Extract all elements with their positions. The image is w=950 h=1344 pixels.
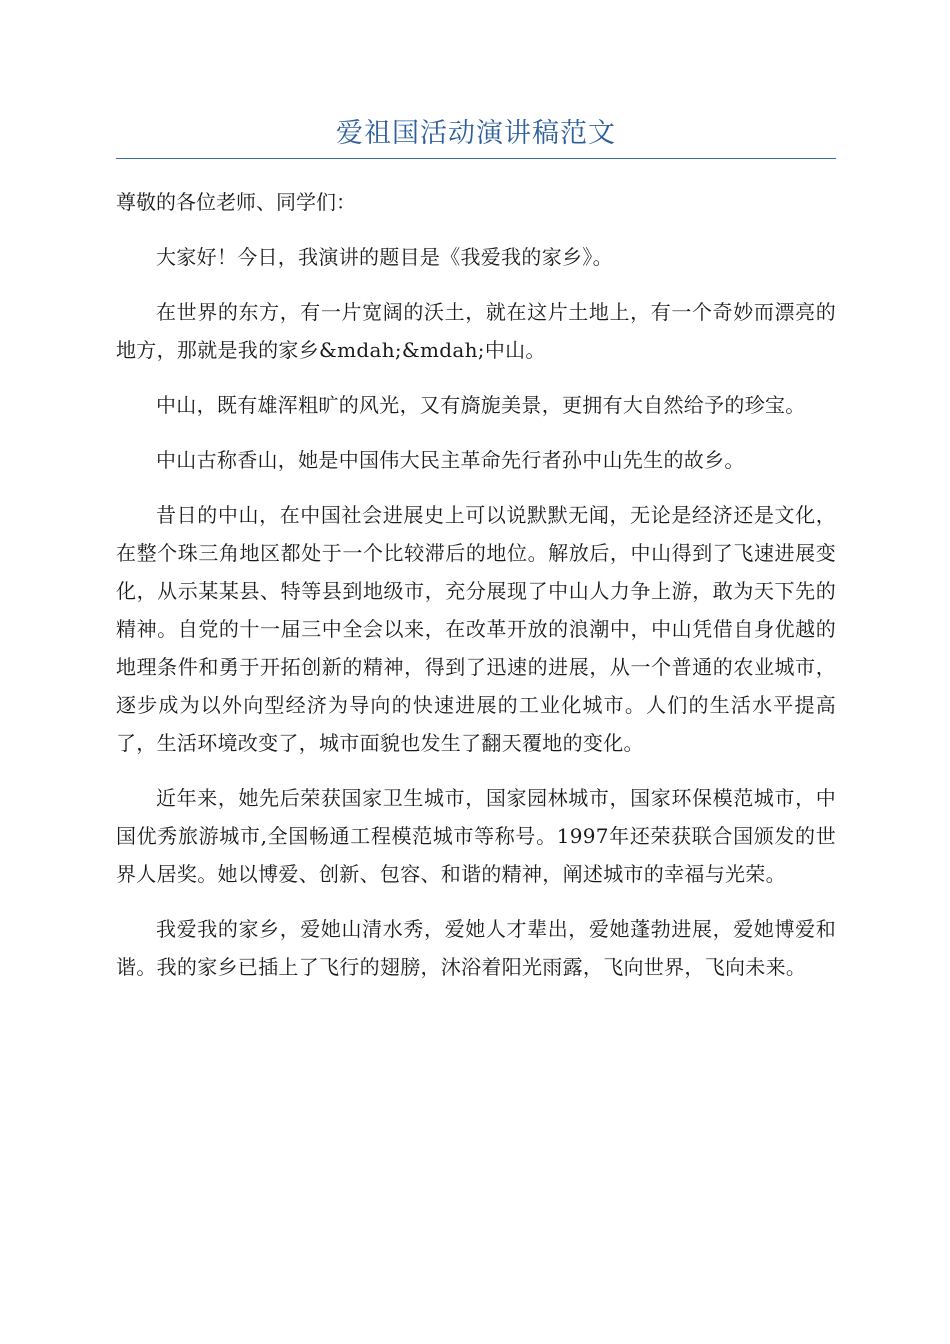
paragraph-history-development: 昔日的中山，在中国社会进展史上可以说默默无闻，无论是经济还是文化，在整个珠三角地区都处于一个比较滞后的地位。解放后，中山得到了飞速进展变化，从示某某县、特等县到地级市，充分展现了中山人力争上游，敢为天下先的精神。自党的十一届三中全会以来，在改革开放的浪潮中，中山凭借自身优越的地理条件和勇于开拓创新的精神，得到了迅速的进展，从一个普通的农业城市，逐步成为以外向型经济为导向的快速进展的工业化城市。人们的生活水平提高了，生活环境改变了，城市面貌也发生了翻天覆地的变化。	[116, 503, 836, 755]
title-underline	[116, 158, 836, 159]
paragraph-hometown-intro: 在世界的东方，有一片宽阔的沃土，就在这片土地上，有一个奇妙而漂亮的地方，那就是我的家乡&mdah;&mdah;中山。	[116, 300, 836, 362]
paragraph-closing: 我爱我的家乡，爱她山清水秀，爱她人才辈出，爱她蓬勃进展，爱她博爱和谐。我的家乡已插上了飞行的翅膀，沐浴着阳光雨露，飞向世界，飞向未来。	[116, 917, 836, 979]
paragraph-scenery: 中山，既有雄浑粗旷的风光，又有旖旎美景，更拥有大自然给予的珍宝。	[156, 393, 806, 417]
paragraph-honors: 近年来，她先后荣获国家卫生城市，国家园林城市，国家环保模范城市，中国优秀旅游城市,全国畅通工程模范城市等称号。1997年还荣获联合国颁发的世界人居奖。她以博爱、创新、包容、和谐的精神，阐述城市的幸福与光荣。	[116, 786, 836, 886]
salutation: 尊敬的各位老师、同学们：	[116, 190, 356, 214]
paragraph-xiangshan: 中山古称香山，她是中国伟大民主革命先行者孙中山先生的故乡。	[156, 448, 745, 472]
paragraph-greeting: 大家好！今日，我演讲的题目是《我爱我的家乡》。	[156, 245, 613, 269]
document-page	[116, 112, 836, 1003]
document-title: 爱祖国活动演讲稿范文	[336, 118, 616, 149]
